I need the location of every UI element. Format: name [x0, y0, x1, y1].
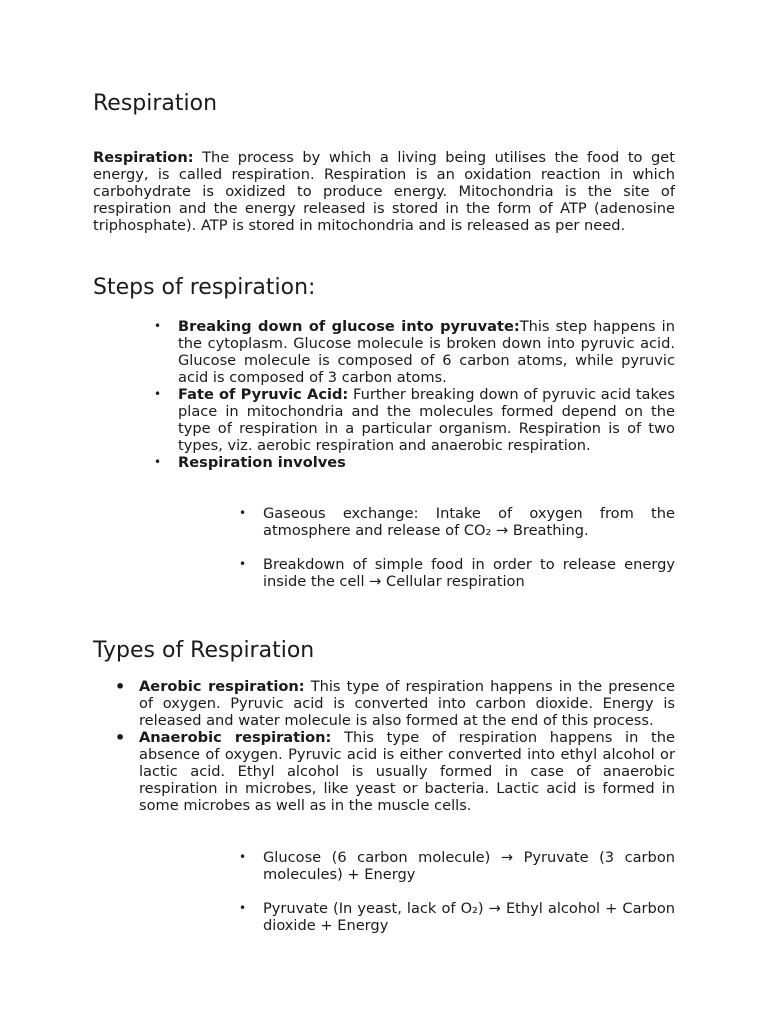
bullet-icon: •: [115, 677, 126, 696]
list-item: [115, 677, 675, 729]
item-text: This type of respiration happens in the absence of oxygen. Pyruvic acid is either converted into ethyl alcohol or lactic acid. Ethyl alcohol is usually formed in case of anaerobic respiration in microbes, like yeast or bacteria. Lactic acid is formed in some microbes as well as in the muscle cells.: [139, 729, 675, 814]
list-item: [239, 849, 675, 883]
list-item: [239, 505, 675, 539]
item-text: Further breaking down of pyruvic acid takes place in mitochondria and the molecules formed depend on the type of respiration in a particular organism. Respiration is of two types, viz. aerobic respiration and anaerobic respiration.: [178, 386, 675, 454]
list-item: [239, 556, 675, 590]
item-label: Respiration involves: [178, 454, 346, 471]
item-text: Glucose (6 carbon molecule) → Pyruvate (3 carbon molecules) + Energy: [263, 849, 675, 883]
item-label: Fate of Pyruvic Acid:: [178, 386, 349, 403]
intro-label: Respiration:: [93, 149, 194, 166]
bullet-icon: •: [154, 319, 162, 333]
bullet-icon: •: [239, 506, 247, 520]
list-item: [239, 900, 675, 934]
list-item: [154, 454, 675, 471]
item-text: Pyruvate (In yeast, lack of O₂) → Ethyl alcohol + Carbon dioxide + Energy: [263, 900, 675, 934]
types-sublist: [239, 849, 675, 951]
list-item: [154, 386, 675, 454]
intro-paragraph: [93, 149, 675, 234]
steps-list: [154, 318, 675, 471]
bullet-icon: •: [154, 387, 162, 401]
bullet-icon: •: [115, 728, 126, 747]
item-label: Aerobic respiration:: [139, 678, 305, 695]
item-text: This type of respiration happens in the presence of oxygen. Pyruvic acid is converted into carbon dioxide. Energy is released and water molecule is also formed at the end of this process.: [139, 678, 675, 729]
item-text: Breakdown of simple food in order to release energy inside the cell → Cellular respiration: [263, 556, 675, 590]
item-text: Gaseous exchange: Intake of oxygen from the atmosphere and release of CO₂ → Breathing.: [263, 505, 675, 539]
types-list: [115, 677, 675, 814]
bullet-icon: •: [239, 557, 247, 571]
bullet-icon: •: [154, 455, 162, 469]
types-heading: Types of Respiration: [93, 638, 315, 663]
item-text: This step happens in the cytoplasm. Glucose molecule is broken down into pyruvic acid. Glucose molecule is composed of 6 carbon atoms, while pyruvic acid is composed of 3 carbon atoms.: [178, 318, 675, 386]
item-label: Anaerobic respiration:: [139, 729, 332, 746]
intro-text: The process by which a living being utilises the food to get energy, is called respiration. Respiration is an oxidation reaction in which carbohydrate is oxidized to produce energy. Mitochondria is the site of respiration and the energy released is stored in the form of ATP (adenosine triphosphate). ATP is stored in mitochondria and is released as per need.: [93, 149, 675, 234]
list-item: [115, 728, 675, 814]
bullet-icon: •: [239, 850, 247, 864]
page-title: Respiration: [93, 91, 218, 116]
steps-heading: Steps of respiration:: [93, 275, 316, 300]
item-label: Breaking down of glucose into pyruvate:: [178, 318, 520, 335]
steps-sublist: [239, 505, 675, 607]
bullet-icon: •: [239, 901, 247, 915]
list-item: [154, 318, 675, 386]
